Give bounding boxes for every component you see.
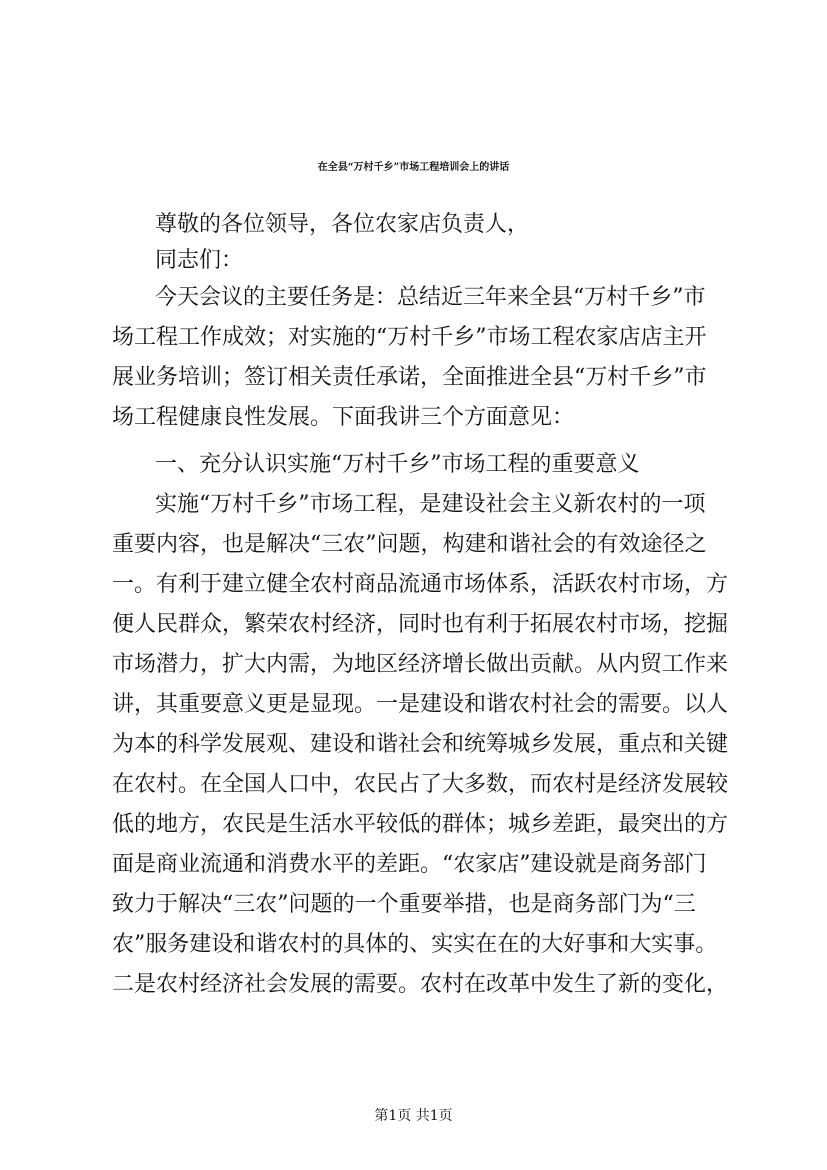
- paragraph-line: 今天会议的主要任务是：总结近三年来全县“万村千乡”市: [155, 285, 706, 310]
- paragraph-line: 场工程健康良性发展。下面我讲三个方面意见：: [112, 405, 575, 430]
- paragraph-line: 讲，其重要意义更是显现。一是建设和谐农村社会的需要。以人: [112, 692, 729, 717]
- paragraph-line: 在农村。在全国人口中，农民占了大多数，而农村是经济发展较: [112, 772, 729, 797]
- greeting-line: 同志们：: [155, 248, 244, 273]
- paragraph-line: 致力于解决“三农”问题的一个重要举措，也是商务部门为“三: [112, 892, 696, 917]
- document-title: 在全县“万村千乡”市场工程培训会上的讲话: [317, 162, 510, 173]
- paragraph-line: 便人民群众，繁荣农村经济，同时也有利于拓展农村市场，挖掘: [112, 612, 729, 637]
- paragraph-line: 为本的科学发展观、建设和谐社会和统筹城乡发展，重点和关键: [112, 732, 729, 757]
- paragraph-line: 市场潜力，扩大内需，为地区经济增长做出贡献。从内贸工作来: [112, 652, 729, 677]
- greeting-line: 尊敬的各位领导，各位农家店负责人，: [155, 212, 530, 237]
- paragraph-line: 二是农村经济社会发展的需要。农村在改革中发生了新的变化，: [112, 972, 729, 997]
- paragraph-line: 面是商业流通和消费水平的差距。“农家店”建设就是商务部门: [112, 852, 707, 877]
- page-number-footer: 第1页 共1页: [374, 1108, 453, 1124]
- section-heading: 一、充分认识实施“万村千乡”市场工程的重要意义: [155, 452, 640, 477]
- paragraph-line: 展业务培训；签订相关责任承诺，全面推进全县“万村千乡”市: [112, 365, 707, 390]
- paragraph-line: 一。有利于建立健全农村商品流通市场体系，活跃农村市场，方: [112, 572, 729, 597]
- paragraph-line: 重要内容，也是解决“三农”问题，构建和谐社会的有效途径之: [112, 532, 707, 557]
- paragraph-line: 农”服务建设和谐农村的具体的、实实在在的大好事和大实事。: [112, 932, 718, 957]
- paragraph-line: 实施“万村千乡”市场工程，是建设社会主义新农村的一项: [155, 492, 706, 517]
- paragraph-line: 场工程工作成效；对实施的“万村千乡”市场工程农家店店主开: [112, 325, 707, 350]
- paragraph-line: 低的地方，农民是生活水平较低的群体；城乡差距，最突出的方: [112, 812, 729, 837]
